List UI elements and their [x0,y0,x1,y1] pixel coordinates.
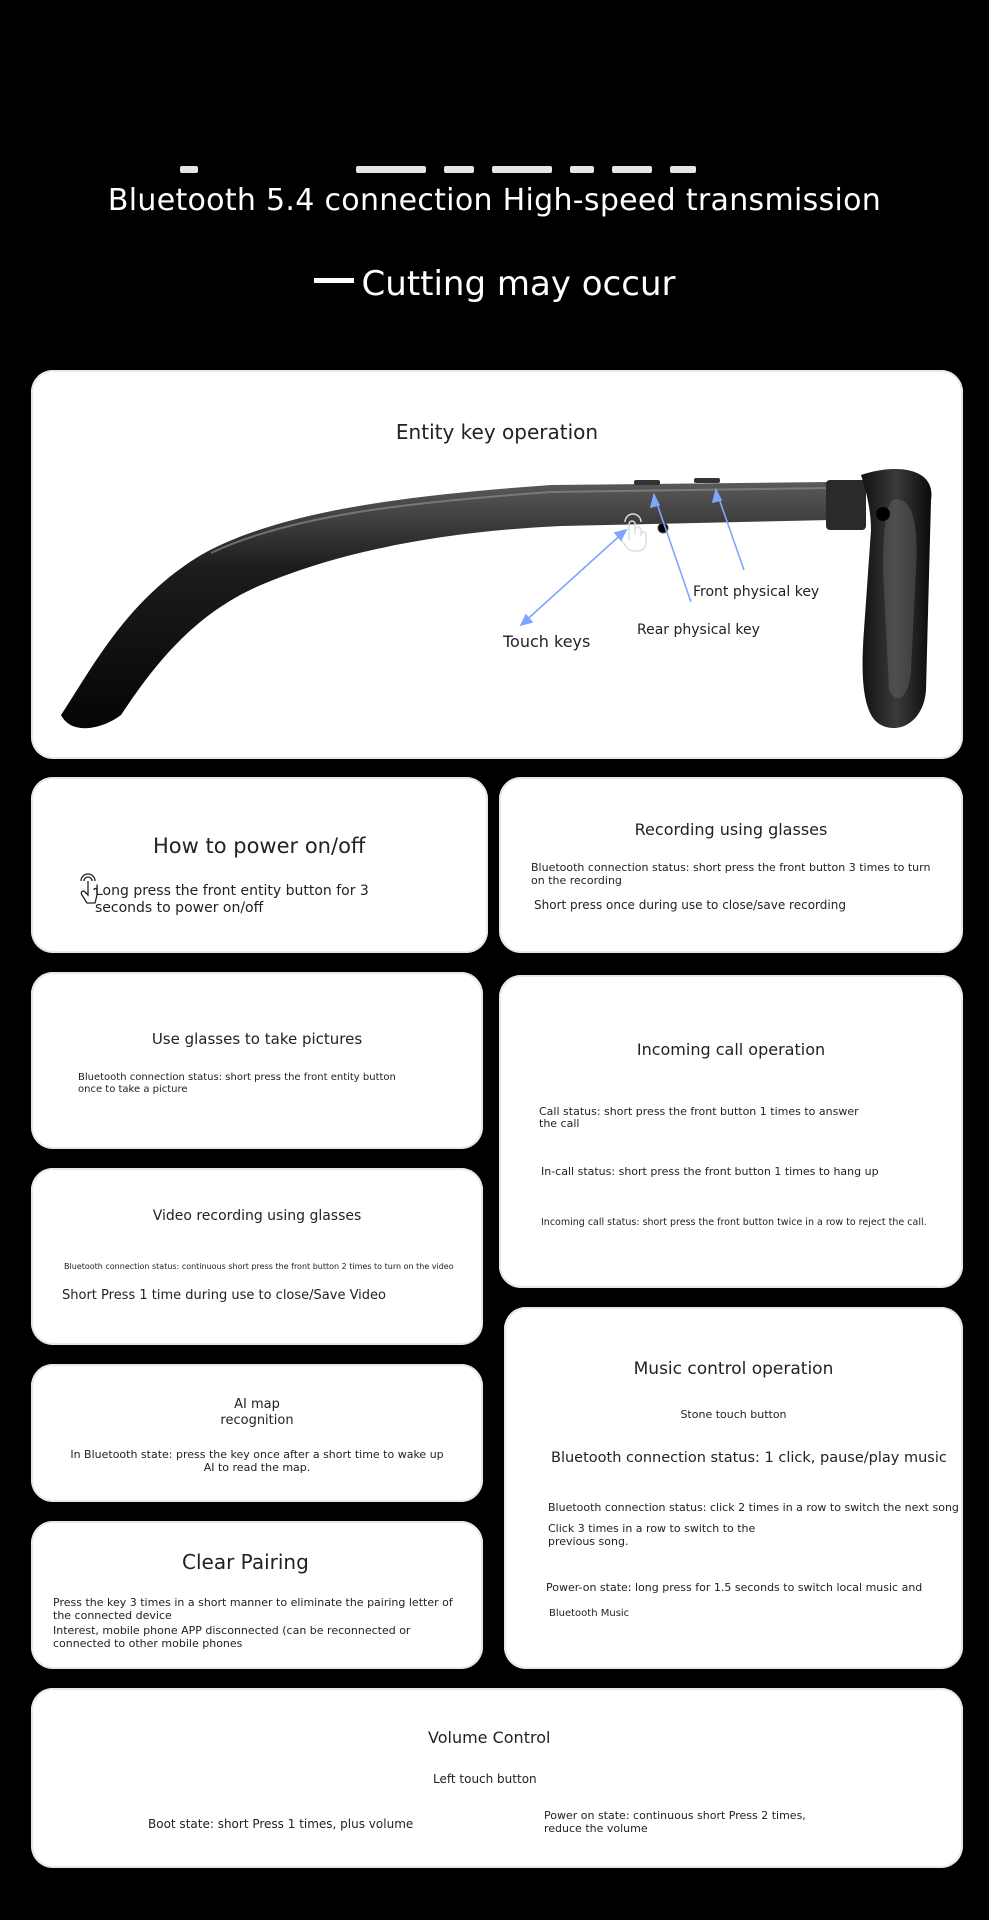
ai-map-title-line-2: recognition [220,1413,294,1428]
volume-right-text: Power on state: continuous short Press 2 times, reduce the volume [544,1809,806,1835]
ai-map-card [31,1364,483,1502]
hero-subtitle [0,264,989,304]
volume-subtitle: Left touch button [433,1772,537,1786]
music-title: Music control operation [633,1359,834,1379]
music-line-1: Bluetooth connection status: 1 click, pause/play music [551,1450,947,1466]
video-title: Video recording using glasses [152,1208,362,1224]
pictures-card [31,972,483,1149]
power-title: How to power on/off [153,834,366,858]
power-card [31,777,488,953]
front-physical-key-label: Front physical key [693,584,820,600]
recording-card [499,777,963,953]
music-card [504,1307,963,1669]
incoming-call-card [499,975,963,1288]
volume-card [31,1688,963,1868]
glasses-illustration [31,370,963,759]
cropped-text-remnant [180,160,870,174]
video-line-1: Bluetooth connection status: continuous short press the front button 2 times to turn on the video [64,1262,454,1271]
power-text: Long press the front entity button for 3 seconds to power on/off [95,883,369,916]
volume-left-text: Boot state: short Press 1 times, plus volume [148,1817,414,1831]
touch-keys-label: Touch keys [503,632,591,651]
volume-title: Volume Control [428,1728,551,1747]
incoming-call-line-3: Incoming call status: short press the front button twice in a row to reject the call. [541,1217,927,1228]
clear-pairing-line-1: Press the key 3 times in a short manner to eliminate the pairing letter of the connected device [53,1596,453,1622]
pictures-text: Bluetooth connection status: short press the front entity button once to take a picture [78,1072,396,1095]
incoming-call-line-1: Call status: short press the front button 1 times to answer the call [539,1105,859,1130]
recording-line-1: Bluetooth connection status: short press the front button 3 times to turn on the recording [531,861,931,887]
entity-key-card [31,370,963,759]
rear-physical-key-label: Rear physical key [637,622,760,638]
ai-map-text: In Bluetooth state: press the key once after a short time to wake up AI to read the map. [70,1448,444,1474]
recording-line-2: Short press once during use to close/save recording [534,898,846,912]
entity-key-title: Entity key operation [395,420,599,444]
pictures-title: Use glasses to take pictures [151,1030,363,1048]
clear-pairing-line-2: Interest, mobile phone APP disconnected (can be reconnected or connected to other mobile phones [53,1624,411,1650]
hero-title: Bluetooth 5.4 connection High-speed transmission [107,183,882,218]
music-line-5: Bluetooth Music [549,1608,630,1619]
dash-icon [314,278,354,283]
music-subtitle: Stone touch button [680,1408,787,1421]
music-line-2: Bluetooth connection status: click 2 times in a row to switch the next song [548,1501,959,1514]
ai-map-title-line-1: AI map [234,1397,280,1412]
recording-title: Recording using glasses [634,820,828,839]
clear-pairing-card [31,1521,483,1669]
hero-subtitle-text: Cutting may occur [361,264,676,304]
incoming-call-line-2: In-call status: short press the front button 1 times to hang up [541,1165,879,1178]
video-card [31,1168,483,1345]
music-line-4: Power-on state: long press for 1.5 seconds to switch local music and [546,1581,923,1594]
incoming-call-title: Incoming call operation [636,1040,826,1059]
clear-pairing-title: Clear Pairing [182,1550,309,1574]
video-line-2: Short Press 1 time during use to close/Save Video [62,1288,386,1303]
music-line-3: Click 3 times in a row to switch to the previous song. [548,1522,756,1548]
